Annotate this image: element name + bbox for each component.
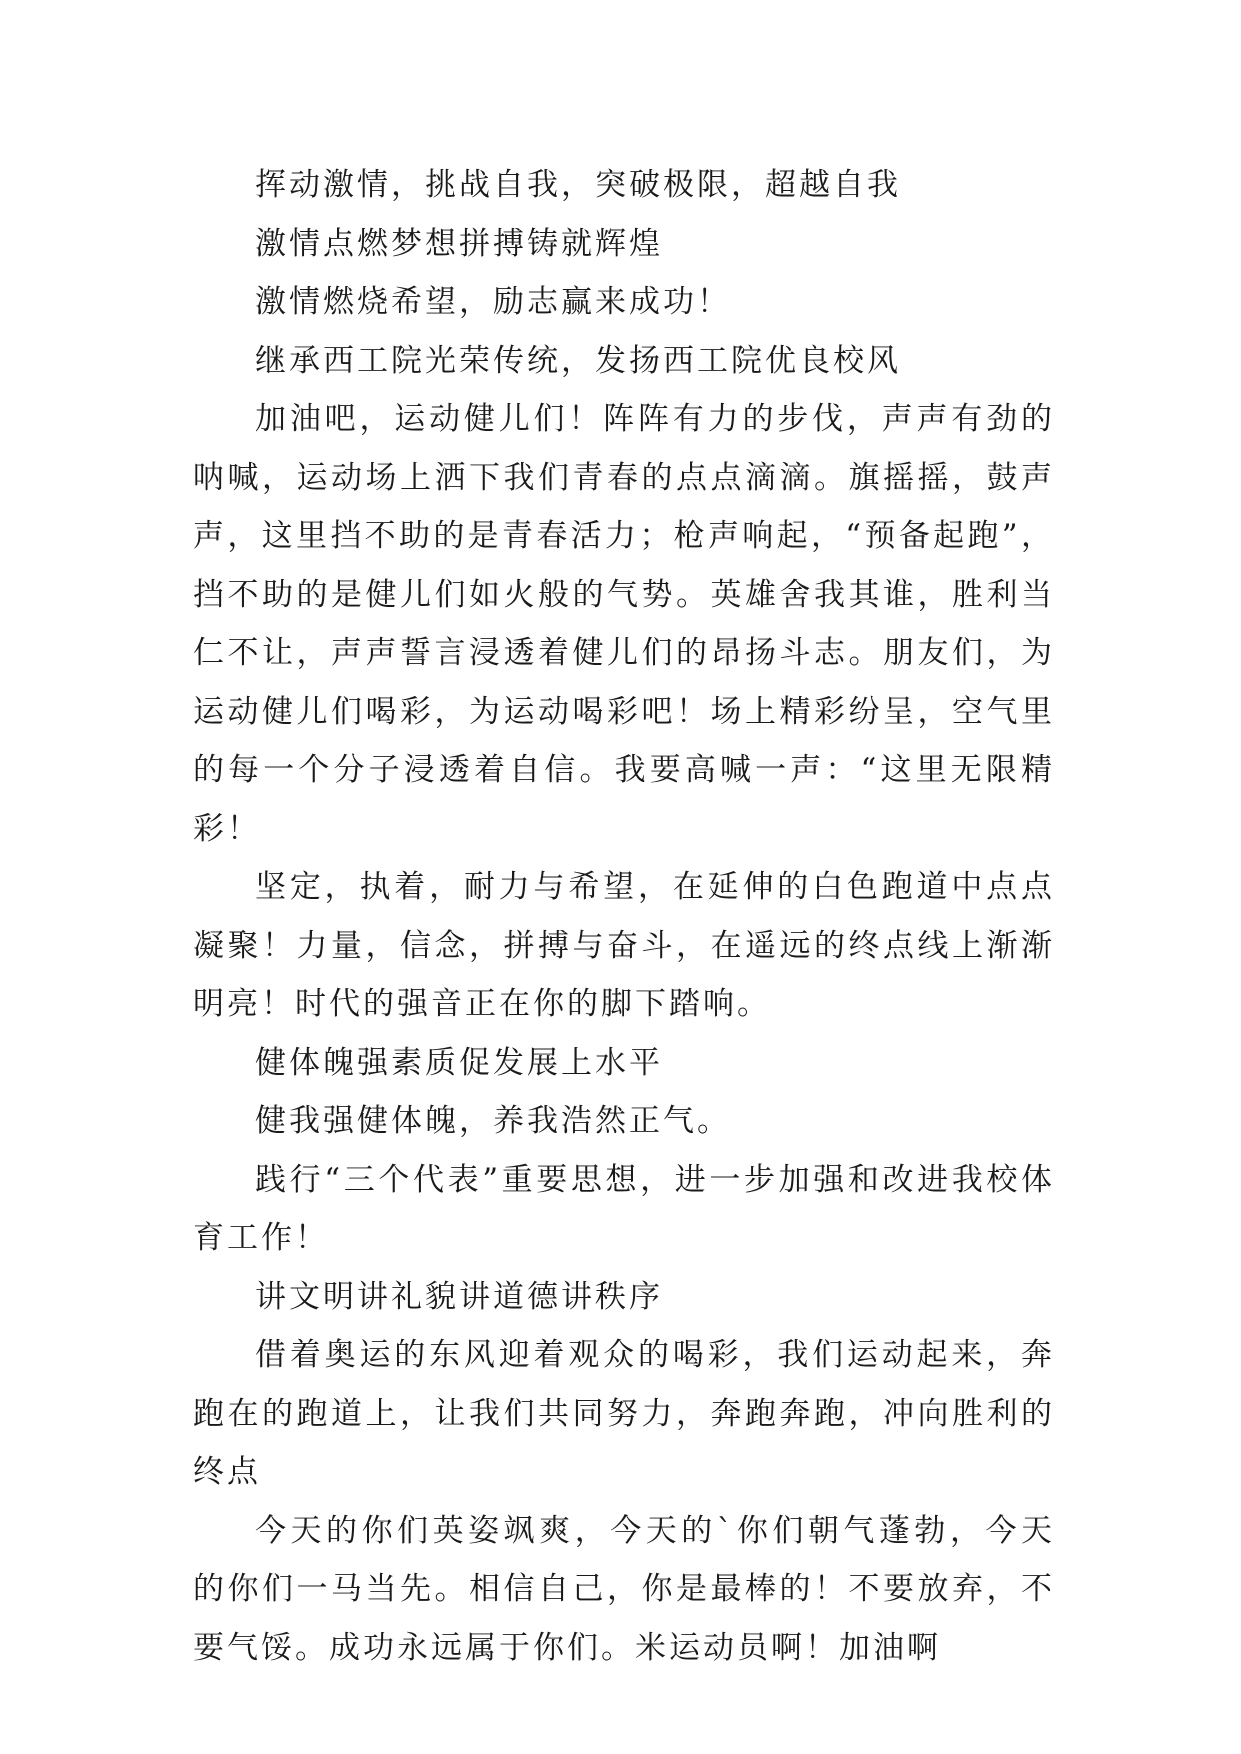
- paragraph: 加油吧，运动健儿们！阵阵有力的步伐，声声有劲的呐喊，运动场上洒下我们青春的点点滴滴。旗摇摇，鼓声声，这里挡不助的是青春活力；枪声响起，“预备起跑”，挡不助的是健儿们如火般的气势。英雄舍我其谁，胜利当仁不让，声声誓言浸透着健儿们的昂扬斗志。朋友们，为运动健儿们喝彩，为运动喝彩吧！场上精彩纷呈，空气里的每一个分子浸透着自信。我要高喊一声：“这里无限精彩！: [193, 401, 1055, 847]
- paragraph: 挥动激情，挑战自我，突破极限，超越自我: [255, 167, 901, 203]
- paragraph: 讲文明讲礼貌讲道德讲秩序: [255, 1278, 663, 1315]
- paragraph: 激情燃烧希望，励志赢来成功！: [255, 284, 731, 320]
- paragraph: 继承西工院光荣传统，发扬西工院优良校风: [255, 342, 901, 379]
- paragraph: 今天的你们英姿飒爽，今天的`你们朝气蓬勃，今天的你们一马当先。相信自己，你是最棒的！不要放弃，不要气馁。成功永远属于你们。米运动员啊！加油啊: [193, 1512, 1055, 1666]
- paragraph: 坚定，执着，耐力与希望，在延伸的白色跑道中点点凝聚！力量，信念，拼搏与奋斗，在遥远的终点线上渐渐明亮！时代的强音正在你的脚下踏响。: [193, 869, 1055, 1022]
- paragraph: 践行“三个代表”重要思想，进一步加强和改进我校体育工作！: [193, 1161, 1055, 1256]
- paragraph: 健体魄强素质促发展上水平: [255, 1044, 663, 1081]
- paragraph: 激情点燃梦想拼搏铸就辉煌: [255, 225, 663, 262]
- paragraph: 借着奥运的东风迎着观众的喝彩，我们运动起来，奔跑在的跑道上，让我们共同努力，奔跑奔跑，冲向胜利的终点: [193, 1337, 1055, 1490]
- paragraph: 健我强健体魄，养我浩然正气。: [255, 1103, 731, 1139]
- document-body: [193, 156, 1055, 1677]
